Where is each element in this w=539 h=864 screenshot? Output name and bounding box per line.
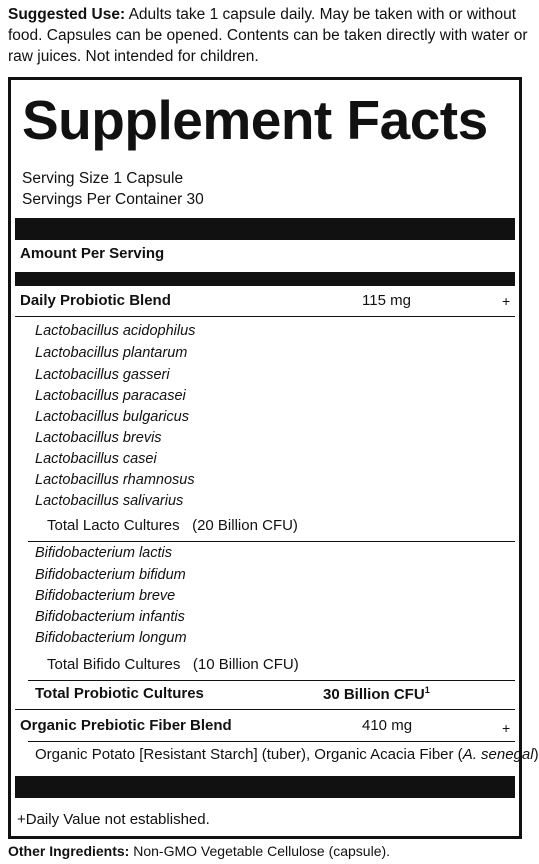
lacto-strain: Lactobacillus plantarum bbox=[35, 345, 188, 361]
lacto-strain: Lactobacillus salivarius bbox=[35, 493, 184, 509]
bifido-strain: Bifidobacterium longum bbox=[35, 630, 187, 646]
daily-blend-amount: 115 mg bbox=[362, 292, 411, 309]
lacto-strain: Lactobacillus bulgaricus bbox=[35, 409, 189, 425]
divider-thick-1 bbox=[15, 218, 515, 240]
divider-thick-3 bbox=[15, 776, 515, 798]
prebiotic-amount: 410 mg bbox=[362, 717, 413, 734]
total-probiotic-value: 30 Billion CFU bbox=[323, 686, 425, 703]
total-probiotic-name: Total Probiotic Cultures bbox=[35, 685, 204, 702]
lacto-strain: Lactobacillus gasseri bbox=[35, 367, 170, 383]
divider-thick-2 bbox=[15, 272, 515, 286]
prebiotic-name: Organic Prebiotic Fiber Blend bbox=[20, 717, 232, 734]
serving-size: Serving Size 1 Capsule bbox=[22, 170, 184, 187]
bifido-strain: Bifidobacterium lactis bbox=[35, 545, 172, 561]
acacia-species: A. senegal bbox=[462, 746, 534, 763]
other-ingredients-label: Other Ingredients: bbox=[8, 843, 130, 859]
bifido-total: Total Bifido Cultures (10 Billion CFU) bbox=[47, 656, 299, 673]
bifido-strain: Bifidobacterium breve bbox=[35, 588, 176, 604]
lacto-strain: Lactobacillus rhamnosus bbox=[35, 472, 195, 488]
suggested-use-text: Adults take 1 capsule daily. May be taken with or without food. Capsules can be opened. Contents can be taken directly with water or raw juices. Not intended for children. bbox=[8, 6, 528, 65]
lacto-total: Total Lacto Cultures (20 Billion CFU) bbox=[47, 517, 298, 534]
divider-prebiotic-ingredients bbox=[28, 741, 515, 742]
divider-bifido-total bbox=[28, 680, 515, 681]
lacto-strain: Lactobacillus casei bbox=[35, 451, 157, 467]
prebiotic-ingredients-close: ) bbox=[533, 746, 539, 763]
daily-blend-dv: + bbox=[502, 293, 511, 309]
bifido-strain: Bifidobacterium bifidum bbox=[35, 567, 186, 583]
other-ingredients-text: Non-GMO Vegetable Cellulose (capsule). bbox=[129, 843, 391, 859]
divider-prebiotic bbox=[15, 709, 515, 710]
amount-per-serving: Amount Per Serving bbox=[20, 245, 165, 262]
servings-per-container: Servings Per Container 30 bbox=[22, 191, 204, 208]
lacto-strain: Lactobacillus brevis bbox=[35, 430, 162, 446]
footnote-marker: 1 bbox=[424, 685, 430, 695]
other-ingredients bbox=[8, 843, 390, 859]
total-probiotic-amount bbox=[323, 685, 430, 703]
daily-blend-name: Daily Probiotic Blend bbox=[20, 292, 171, 309]
suggested-use-label: Suggested Use: bbox=[8, 6, 126, 23]
footnote: +Daily Value not established. bbox=[17, 811, 210, 828]
lacto-strain: Lactobacillus paracasei bbox=[35, 388, 186, 404]
facts-title: Supplement Facts bbox=[22, 89, 488, 151]
bifido-strain: Bifidobacterium infantis bbox=[35, 609, 185, 625]
divider-lacto-bifido bbox=[28, 541, 515, 542]
suggested-use bbox=[8, 4, 528, 67]
prebiotic-dv: + bbox=[502, 720, 511, 736]
prebiotic-ingredients-text: Organic Potato [Resistant Starch] (tuber), Organic Acacia Fiber ( bbox=[35, 746, 463, 763]
lacto-strain: Lactobacillus acidophilus bbox=[35, 323, 196, 339]
prebiotic-ingredients bbox=[35, 746, 539, 763]
divider-thin bbox=[15, 316, 515, 317]
